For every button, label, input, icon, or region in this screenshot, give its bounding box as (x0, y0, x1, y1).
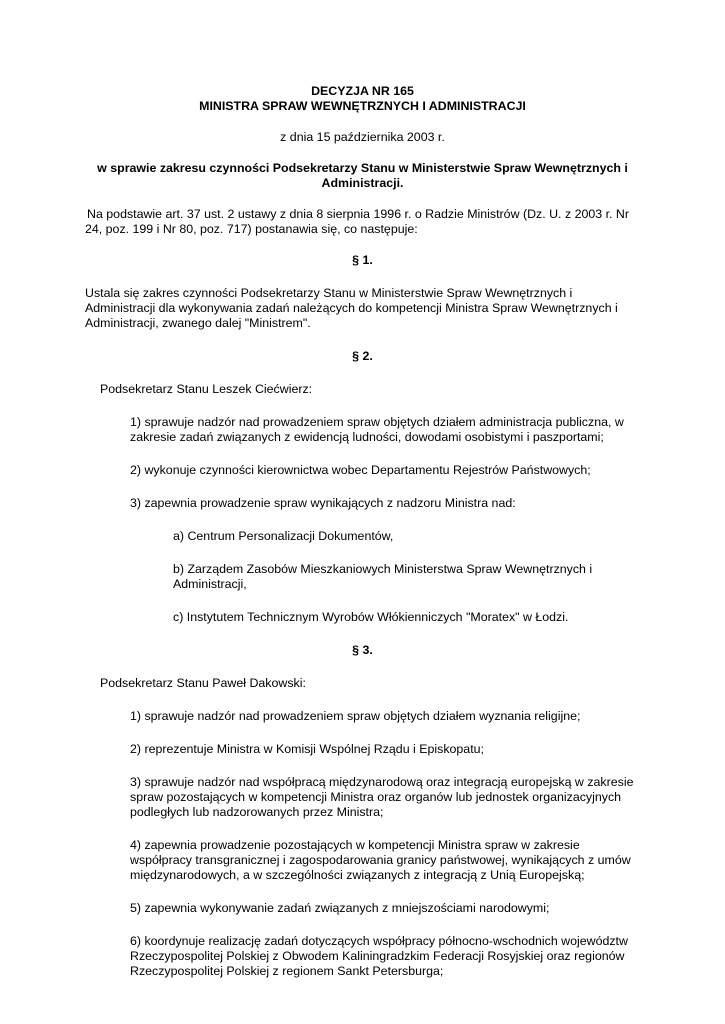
section-2-subitem-a: a) Centrum Personalizacji Dokumentów, (173, 529, 394, 543)
section-2-subitem-b: b) Zarządem Zasobów Mieszkaniowych Ministerstwa Spraw Wewnętrznych i Administracji, (173, 562, 593, 591)
document-date: z dnia 15 października 2003 r. (280, 130, 445, 144)
title-line-1: DECYZJA NR 165 (311, 84, 414, 98)
section-3-heading: § 3. (352, 643, 373, 657)
section-1-text: Ustala się zakres czynności Podsekretarzy Stanu w Ministerstwie Spraw Wewnętrznych i Administracji dla wykonywania zadań należących do kompetencji Ministra Spraw Wewnętrznych i Administracji, zwanego dalej "Ministrem". (85, 286, 618, 330)
section-2-heading: § 2. (352, 349, 373, 363)
section-2-intro: Podsekretarz Stanu Leszek Ciećwierz: (100, 382, 313, 396)
section-3-item-3: 3) sprawuje nadzór nad współpracą międzynarodową oraz integracją europejską w zakresie spraw pozostających w kompetencji Ministra oraz organów lub jednostek organizacyjnych podległych lub nadzorowanych przez Ministra; (130, 775, 634, 819)
section-3-item-5: 5) zapewnia wykonywanie zadań związanych z mniejszościami narodowymi; (130, 901, 550, 915)
section-2-item-3: 3) zapewnia prowadzenie spraw wynikających z nadzoru Ministra nad: (130, 496, 516, 510)
preamble: Na podstawie art. 37 ust. 2 ustawy z dnia 8 sierpnia 1996 r. o Radzie Ministrów (Dz. U. z 2003 r. Nr 24, poz. 199 i Nr 80, poz. 717) postanawia się, co następuje: (85, 207, 629, 236)
section-2-item-1: 1) sprawuje nadzór nad prowadzeniem spraw objętych działem administracja publiczna, w zakresie zadań związanych z ewidencją ludności, dowodami osobistymi i paszportami; (130, 415, 624, 444)
document-page (85, 84, 640, 979)
section-2-subitem-c: c) Instytutem Technicznym Wyrobów Włókienniczych "Moratex" w Łodzi. (173, 610, 569, 624)
section-2-item-2: 2) wykonuje czynności kierownictwa wobec Departamentu Rejestrów Państwowych; (130, 463, 591, 477)
section-3-item-4: 4) zapewnia prowadzenie pozostających w kompetencji Ministra spraw w zakresie współpracy transgranicznej i zagospodarowania granicy państwowej, wynikających z umów międzynarodowych, a w szczególności związanych z integracją z Unią Europejską; (130, 838, 631, 882)
title-line-2: MINISTRA SPRAW WEWNĘTRZNYCH I ADMINISTRACJI (199, 99, 526, 113)
document-title (85, 84, 640, 114)
section-3-intro: Podsekretarz Stanu Paweł Dakowski: (100, 676, 306, 690)
section-3-item-6: 6) koordynuje realizację zadań dotyczących współpracy północno-wschodnich województw Rzeczypospolitej Polskiej z Obwodem Kaliningradzkim Federacji Rosyjskiej oraz regionów Rzeczypospolitej Polskiej z regionem Sankt Petersburga; (130, 934, 628, 978)
document-subject: w sprawie zakresu czynności Podsekretarzy Stanu w Ministerstwie Spraw Wewnętrznych i Administracji. (97, 161, 628, 190)
section-3-item-1: 1) sprawuje nadzór nad prowadzeniem spraw objętych działem wyznania religijne; (130, 709, 581, 723)
section-1-heading: § 1. (352, 253, 373, 267)
section-3-item-2: 2) reprezentuje Ministra w Komisji Wspólnej Rządu i Episkopatu; (130, 742, 484, 756)
